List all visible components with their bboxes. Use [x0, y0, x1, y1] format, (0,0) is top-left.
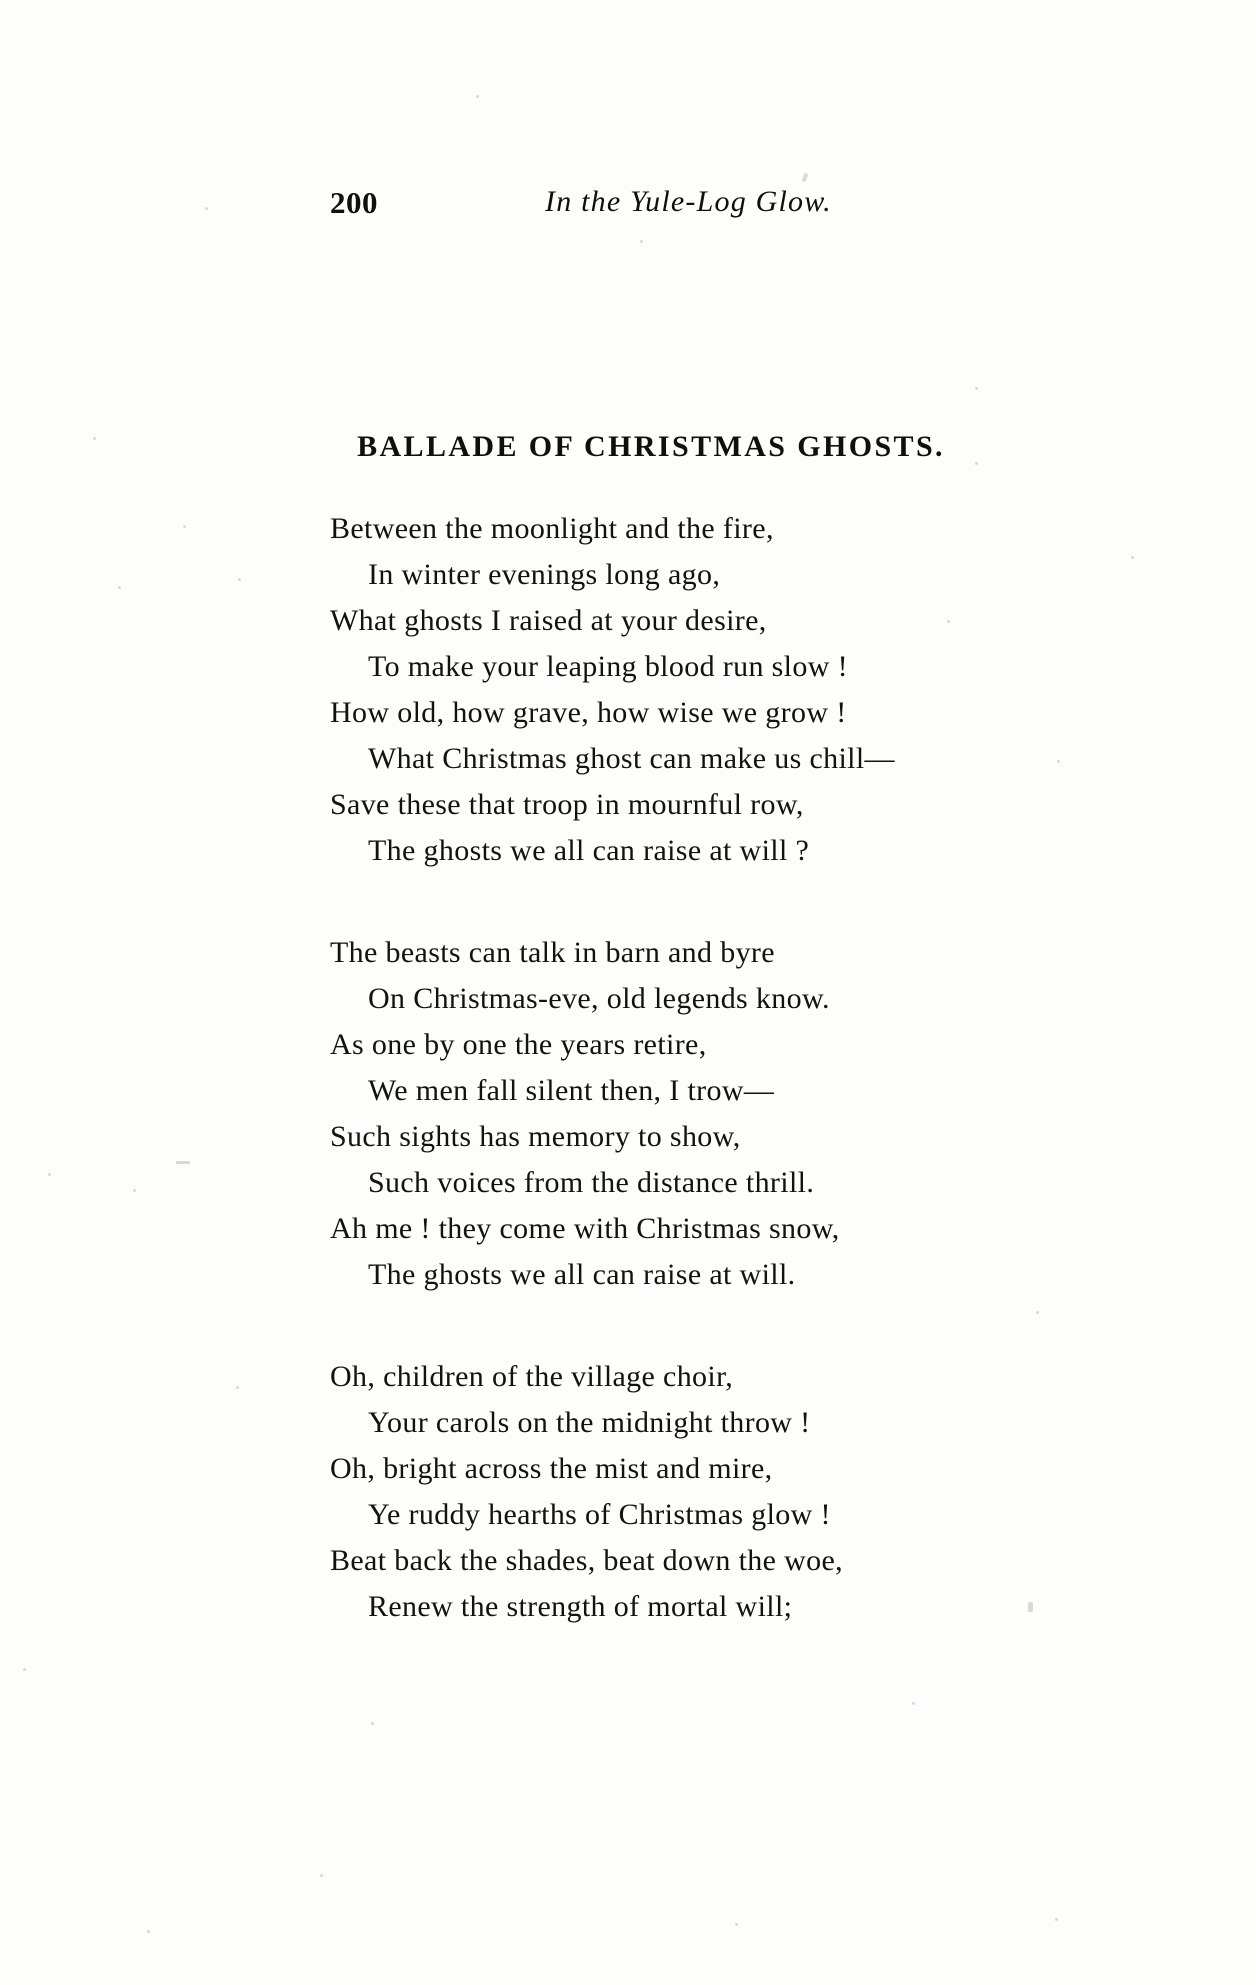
stanza — [0, 930, 1256, 1298]
stanza — [0, 506, 1256, 874]
poem-line: Your carols on the midnight throw ! — [368, 1406, 811, 1439]
scan-speckle — [1055, 1918, 1058, 1921]
poem-line: What Christmas ghost can make us chill— — [368, 742, 895, 775]
poem-line: Renew the strength of mortal will; — [368, 1590, 793, 1623]
poem-line: Oh, children of the village choir, — [330, 1360, 734, 1393]
poem-line: Between the moonlight and the fire, — [330, 512, 774, 545]
poem-line: In winter evenings long ago, — [368, 558, 721, 591]
poem-body — [0, 506, 1256, 1630]
poem-title: BALLADE OF CHRISTMAS GHOSTS. — [357, 430, 945, 463]
poem-line: On Christmas-eve, old legends know. — [368, 982, 830, 1015]
stanza — [0, 1354, 1256, 1630]
scan-speckle — [802, 173, 809, 183]
poem-line: Ye ruddy hearths of Christmas glow ! — [368, 1498, 831, 1531]
scan-speckle — [735, 1923, 738, 1926]
poem-line: To make your leaping blood run slow ! — [368, 650, 848, 683]
scan-speckle — [476, 95, 479, 98]
poem-line: Beat back the shades, beat down the woe, — [330, 1544, 843, 1577]
poem — [0, 430, 1256, 1630]
poem-line: We men fall silent then, I trow— — [368, 1074, 775, 1107]
poem-line: The ghosts we all can raise at will ? — [368, 834, 810, 867]
scan-speckle — [320, 1874, 323, 1877]
running-head-title: In the Yule-Log Glow. — [545, 185, 832, 218]
page-number: 200 — [330, 185, 378, 220]
poem-line: The beasts can talk in barn and byre — [330, 936, 775, 969]
poem-line: How old, how grave, how wise we grow ! — [330, 696, 847, 729]
poem-line: Save these that troop in mournful row, — [330, 788, 804, 821]
scan-speckle — [371, 1722, 374, 1725]
poem-line: Ah me ! they come with Christmas snow, — [330, 1212, 840, 1245]
poem-line: As one by one the years retire, — [330, 1028, 707, 1061]
scan-speckle — [640, 240, 643, 243]
poem-line: What ghosts I raised at your desire, — [330, 604, 767, 637]
scan-speckle — [975, 387, 978, 390]
poem-line: Such sights has memory to show, — [330, 1120, 741, 1153]
scan-speckle — [912, 1702, 915, 1705]
poem-line: The ghosts we all can raise at will. — [368, 1258, 796, 1291]
running-head — [0, 185, 1256, 225]
poem-line: Such voices from the distance thrill. — [368, 1166, 815, 1199]
scan-speckle — [23, 1668, 26, 1671]
poem-line: Oh, bright across the mist and mire, — [330, 1452, 773, 1485]
scan-speckle — [147, 1930, 150, 1933]
